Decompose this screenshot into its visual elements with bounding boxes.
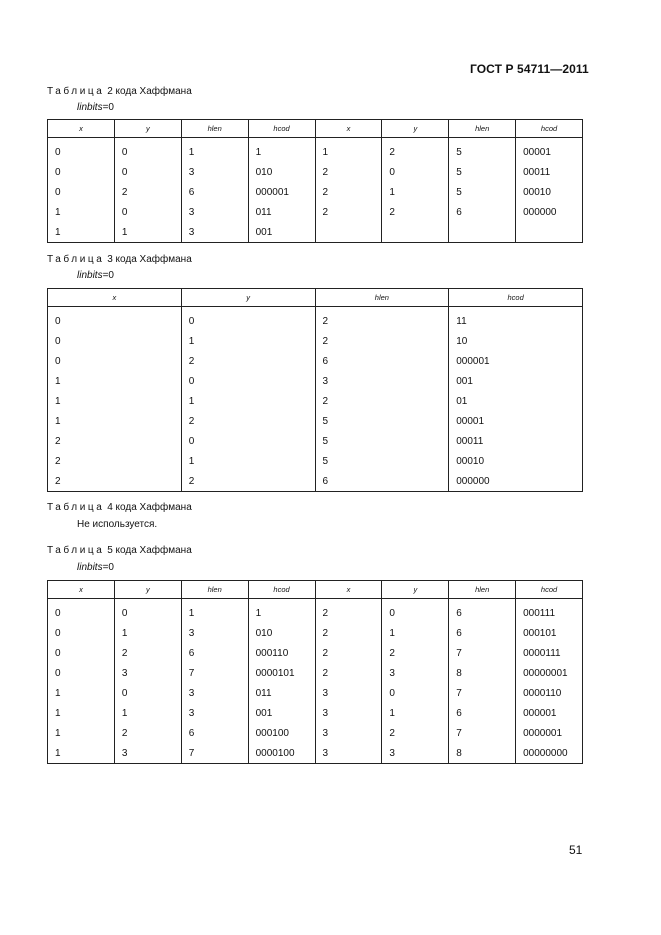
- table4-caption: [47, 502, 192, 513]
- table-cell: 3: [315, 743, 382, 764]
- table-cell: 011: [248, 202, 315, 222]
- table-cell: 000000: [516, 202, 583, 222]
- table-cell: 3: [315, 703, 382, 723]
- table-cell: 0: [114, 683, 181, 703]
- table5-linbits-value: =0: [102, 562, 114, 573]
- table-cell: 010: [248, 162, 315, 182]
- table-cell: 8: [449, 743, 516, 764]
- table-header-row: [48, 120, 583, 138]
- table2-caption-prefix: Таблица: [47, 86, 105, 97]
- table-cell: 1: [48, 411, 182, 431]
- column-header: x: [315, 120, 382, 138]
- table-cell: 8: [449, 663, 516, 683]
- table4-note: Не используется.: [77, 519, 158, 530]
- table5-caption-prefix: Таблица: [47, 545, 105, 556]
- column-header: y: [114, 120, 181, 138]
- table-cell: 6: [181, 723, 248, 743]
- table-cell: 1: [48, 391, 182, 411]
- table-cell: 2: [181, 411, 315, 431]
- table-cell: 7: [181, 743, 248, 764]
- table-cell: 3: [181, 683, 248, 703]
- table-cell: 2: [181, 471, 315, 492]
- table-row: [48, 599, 583, 624]
- table-cell: 0: [48, 307, 182, 332]
- table-cell: 000000: [449, 471, 583, 492]
- table-cell: 00010: [516, 182, 583, 202]
- table-row: [48, 723, 583, 743]
- table-cell: 3: [181, 202, 248, 222]
- table-cell: 1: [114, 703, 181, 723]
- table-row: [48, 431, 583, 451]
- table-cell: 2: [315, 599, 382, 624]
- table-cell: 1: [48, 683, 115, 703]
- table-row: [48, 202, 583, 222]
- table-cell: 001: [248, 703, 315, 723]
- table-row: [48, 391, 583, 411]
- table-cell: 2: [114, 182, 181, 202]
- table-cell: 2: [181, 351, 315, 371]
- table2-linbits-label: linbits: [77, 102, 103, 113]
- table-cell: 1: [181, 138, 248, 163]
- column-header: y: [114, 581, 181, 599]
- table-cell: 5: [315, 431, 449, 451]
- table-cell: 0: [48, 643, 115, 663]
- table-cell: 6: [315, 351, 449, 371]
- table-cell: 0: [382, 599, 449, 624]
- table-cell: 1: [48, 222, 115, 243]
- table-cell: 1: [114, 623, 181, 643]
- table4-caption-text: 4 кода Хаффмана: [104, 502, 192, 513]
- table-cell: 7: [181, 663, 248, 683]
- table-row: [48, 331, 583, 351]
- table-row: [48, 138, 583, 163]
- table-cell: 7: [449, 683, 516, 703]
- table-cell: 1: [114, 222, 181, 243]
- table-cell: 5: [449, 162, 516, 182]
- table-cell: 1: [382, 182, 449, 202]
- column-header: x: [48, 120, 115, 138]
- table-row: [48, 643, 583, 663]
- table-cell: 6: [449, 202, 516, 222]
- table-cell: 3: [315, 683, 382, 703]
- table-cell: 000110: [248, 643, 315, 663]
- table5-linbits-label: linbits: [77, 562, 103, 573]
- column-header: hlen: [181, 120, 248, 138]
- column-header: x: [48, 289, 182, 307]
- table-cell: 000111: [516, 599, 583, 624]
- table-cell: 2: [382, 723, 449, 743]
- table4-caption-prefix: Таблица: [47, 502, 105, 513]
- table-cell: 5: [315, 451, 449, 471]
- table-row: [48, 683, 583, 703]
- table-cell: 001: [449, 371, 583, 391]
- table-cell: 0000001: [516, 723, 583, 743]
- table-cell: 0: [48, 663, 115, 683]
- table-cell: 1: [48, 202, 115, 222]
- table3-caption: [47, 254, 192, 265]
- table-cell: 2: [114, 643, 181, 663]
- huffman-table-3: [47, 288, 583, 492]
- column-header: hcod: [516, 581, 583, 599]
- table-cell: 0: [382, 162, 449, 182]
- table-cell: 1: [315, 138, 382, 163]
- table-row: [48, 182, 583, 202]
- table-cell: 1: [48, 743, 115, 764]
- table-cell: 001: [248, 222, 315, 243]
- table-cell: 2: [315, 623, 382, 643]
- table-cell: 1: [248, 138, 315, 163]
- table-cell: 0: [114, 599, 181, 624]
- table-cell: 0: [181, 431, 315, 451]
- huffman-table-5: [47, 580, 583, 764]
- document-code: ГОСТ Р 54711—2011: [470, 62, 589, 76]
- table-cell: 1: [181, 331, 315, 351]
- table-row: [48, 703, 583, 723]
- column-header: hcod: [248, 581, 315, 599]
- column-header: x: [48, 581, 115, 599]
- table2-caption-text: 2 кода Хаффмана: [104, 86, 192, 97]
- table-cell: 010: [248, 623, 315, 643]
- column-header: hcod: [449, 289, 583, 307]
- table-cell: 2: [315, 331, 449, 351]
- table-cell: 0000101: [248, 663, 315, 683]
- table-row: [48, 162, 583, 182]
- table-cell: 0: [48, 351, 182, 371]
- table-row: [48, 307, 583, 332]
- table-cell: 00011: [449, 431, 583, 451]
- table-row: [48, 351, 583, 371]
- table-cell: 0: [48, 623, 115, 643]
- column-header: x: [315, 581, 382, 599]
- table5-caption-text: 5 кода Хаффмана: [104, 545, 192, 556]
- table-cell: 2: [315, 202, 382, 222]
- table-cell: [315, 222, 382, 243]
- table-row: [48, 663, 583, 683]
- table-cell: 01: [449, 391, 583, 411]
- table-cell: 3: [315, 723, 382, 743]
- table-cell: 2: [315, 162, 382, 182]
- table-cell: 0: [181, 371, 315, 391]
- table-cell: 6: [315, 471, 449, 492]
- table-cell: 2: [315, 643, 382, 663]
- table-cell: 3: [382, 663, 449, 683]
- column-header: hcod: [516, 120, 583, 138]
- table-cell: 011: [248, 683, 315, 703]
- table-row: [48, 451, 583, 471]
- table2-linbits: [77, 102, 114, 113]
- table-cell: 0: [48, 138, 115, 163]
- table5-caption: [47, 545, 192, 556]
- table-cell: 1: [382, 703, 449, 723]
- table-cell: 00011: [516, 162, 583, 182]
- table3-caption-text: 3 кода Хаффмана: [104, 254, 192, 265]
- huffman-table-2: [47, 119, 583, 243]
- table-cell: 0: [114, 162, 181, 182]
- column-header: hlen: [449, 581, 516, 599]
- table-cell: 0: [114, 202, 181, 222]
- table-cell: 5: [449, 138, 516, 163]
- table2-linbits-value: =0: [102, 102, 114, 113]
- table-cell: 1: [382, 623, 449, 643]
- table3-linbits: [77, 270, 114, 281]
- column-header: hlen: [315, 289, 449, 307]
- table-cell: 1: [48, 723, 115, 743]
- table-cell: 000101: [516, 623, 583, 643]
- table3-linbits-value: =0: [102, 270, 114, 281]
- table-cell: 1: [248, 599, 315, 624]
- page-number: 51: [569, 843, 583, 857]
- table-cell: 6: [449, 623, 516, 643]
- table-row: [48, 743, 583, 764]
- column-header: y: [382, 581, 449, 599]
- column-header: hlen: [181, 581, 248, 599]
- table-cell: [449, 222, 516, 243]
- table-cell: 3: [181, 703, 248, 723]
- table-cell: 6: [449, 703, 516, 723]
- column-header: y: [382, 120, 449, 138]
- table2-caption: [47, 86, 192, 97]
- table-cell: 000001: [449, 351, 583, 371]
- table-cell: 3: [382, 743, 449, 764]
- table-cell: 2: [315, 182, 382, 202]
- table-row: [48, 222, 583, 243]
- table-cell: 000100: [248, 723, 315, 743]
- table-cell: 00000000: [516, 743, 583, 764]
- table-cell: 0: [48, 331, 182, 351]
- table-cell: 0000110: [516, 683, 583, 703]
- table-cell: 5: [315, 411, 449, 431]
- table-cell: 000001: [516, 703, 583, 723]
- table-cell: 00000001: [516, 663, 583, 683]
- table-cell: 00001: [516, 138, 583, 163]
- table-cell: 5: [449, 182, 516, 202]
- table-cell: 00010: [449, 451, 583, 471]
- table-cell: [382, 222, 449, 243]
- table-header-row: [48, 289, 583, 307]
- table-cell: 1: [48, 703, 115, 723]
- table-cell: 11: [449, 307, 583, 332]
- table-cell: 2: [315, 391, 449, 411]
- table-cell: 1: [181, 451, 315, 471]
- table-cell: 2: [315, 663, 382, 683]
- table3-linbits-label: linbits: [77, 270, 103, 281]
- table-cell: 2: [114, 723, 181, 743]
- table-cell: 0: [48, 182, 115, 202]
- table-cell: 6: [181, 182, 248, 202]
- table-cell: 0: [181, 307, 315, 332]
- column-header: y: [181, 289, 315, 307]
- table-cell: 2: [48, 431, 182, 451]
- table-cell: 2: [382, 202, 449, 222]
- table-cell: 0: [114, 138, 181, 163]
- table-cell: 00001: [449, 411, 583, 431]
- table-cell: 6: [449, 599, 516, 624]
- table-cell: 7: [449, 643, 516, 663]
- table-cell: 3: [181, 222, 248, 243]
- table-row: [48, 411, 583, 431]
- table-cell: 0000100: [248, 743, 315, 764]
- table-cell: 1: [181, 599, 248, 624]
- table-cell: 1: [48, 371, 182, 391]
- table-cell: [516, 222, 583, 243]
- table-cell: 10: [449, 331, 583, 351]
- column-header: hlen: [449, 120, 516, 138]
- column-header: hcod: [248, 120, 315, 138]
- table-cell: 2: [48, 471, 182, 492]
- table5-linbits: [77, 562, 114, 573]
- table-cell: 7: [449, 723, 516, 743]
- table-cell: 3: [315, 371, 449, 391]
- table-cell: 0: [48, 599, 115, 624]
- table-row: [48, 371, 583, 391]
- table-cell: 6: [181, 643, 248, 663]
- table-header-row: [48, 581, 583, 599]
- table-cell: 1: [181, 391, 315, 411]
- table-cell: 000001: [248, 182, 315, 202]
- table-cell: 3: [114, 663, 181, 683]
- table3-caption-prefix: Таблица: [47, 254, 105, 265]
- table-cell: 2: [315, 307, 449, 332]
- table-cell: 3: [114, 743, 181, 764]
- table-cell: 0: [48, 162, 115, 182]
- table-cell: 0: [382, 683, 449, 703]
- table-cell: 2: [382, 138, 449, 163]
- table-cell: 3: [181, 623, 248, 643]
- table-cell: 2: [48, 451, 182, 471]
- table-row: [48, 623, 583, 643]
- table-cell: 3: [181, 162, 248, 182]
- table-cell: 2: [382, 643, 449, 663]
- table-row: [48, 471, 583, 492]
- table-cell: 0000111: [516, 643, 583, 663]
